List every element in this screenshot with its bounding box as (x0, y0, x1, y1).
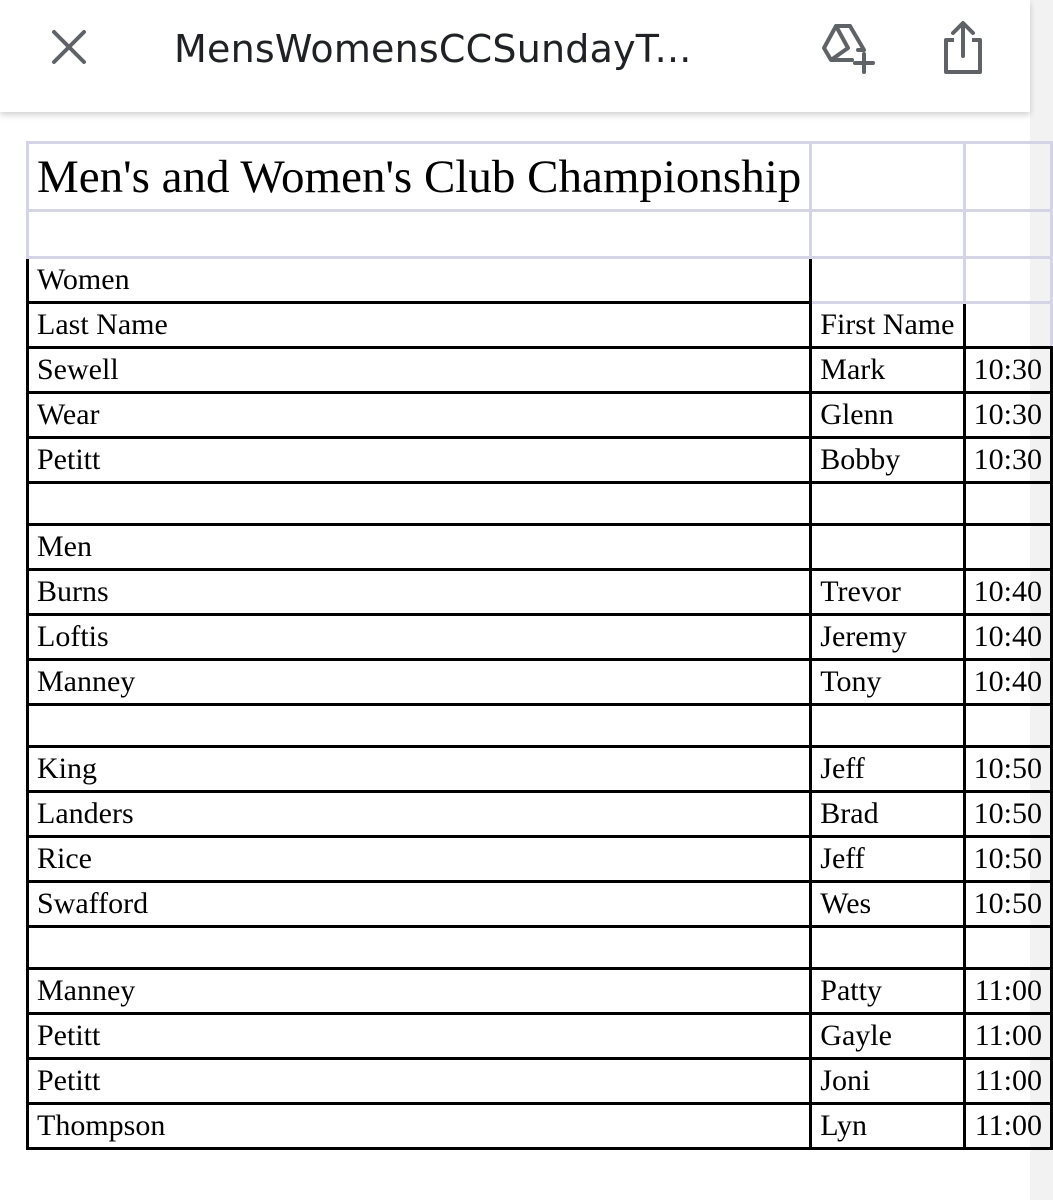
table-row (28, 1104, 1052, 1149)
first-name-cell: Mark (811, 348, 964, 393)
empty-row (28, 483, 1052, 525)
tee-time-cell: 10:30 (964, 438, 1051, 483)
first-name-cell: Joni (811, 1059, 964, 1104)
last-name-cell: Petitt (28, 438, 811, 483)
tee-time-cell: 10:40 (964, 570, 1051, 615)
table-row (28, 570, 1052, 615)
last-name-cell: Petitt (28, 1059, 811, 1104)
table-row (28, 660, 1052, 705)
cell (811, 143, 964, 211)
table-row (28, 348, 1052, 393)
tee-time-cell: 10:30 (964, 348, 1051, 393)
table-row (28, 969, 1052, 1014)
last-name-cell: Swafford (28, 882, 811, 927)
tee-time-cell: 10:50 (964, 882, 1051, 927)
first-name-cell: Gayle (811, 1014, 964, 1059)
first-name-cell: Jeff (811, 747, 964, 792)
cell (964, 258, 1051, 303)
cell (28, 927, 811, 969)
first-name-cell: Trevor (811, 570, 964, 615)
cell (811, 211, 964, 258)
tee-time-cell: 11:00 (964, 1014, 1051, 1059)
tee-time-cell: 10:40 (964, 615, 1051, 660)
cell (964, 705, 1051, 747)
cell (964, 927, 1051, 969)
table-row (28, 438, 1052, 483)
header-row (28, 303, 1052, 348)
last-name-cell: Petitt (28, 1014, 811, 1059)
tee-time-cell: 10:50 (964, 747, 1051, 792)
section-label-men: Men (28, 525, 811, 570)
first-name-cell: Jeff (811, 837, 964, 882)
last-name-cell: King (28, 747, 811, 792)
table-row (28, 792, 1052, 837)
cell (964, 483, 1051, 525)
first-name-cell: Glenn (811, 393, 964, 438)
tee-time-cell: 10:50 (964, 837, 1051, 882)
last-name-cell: Loftis (28, 615, 811, 660)
close-icon (44, 22, 94, 72)
first-name-cell: Wes (811, 882, 964, 927)
blank-row (28, 211, 1052, 258)
table-row (28, 1059, 1052, 1104)
first-name-cell: Lyn (811, 1104, 964, 1149)
tee-time-cell: 10:30 (964, 393, 1051, 438)
last-name-cell: Wear (28, 393, 811, 438)
empty-row (28, 705, 1052, 747)
last-name-cell: Burns (28, 570, 811, 615)
cell (811, 258, 964, 303)
tee-time-cell: 10:50 (964, 792, 1051, 837)
header-first-name: First Name (811, 303, 964, 348)
tee-time-cell: 10:40 (964, 660, 1051, 705)
tee-time-cell: 11:00 (964, 1059, 1051, 1104)
header-last-name: Last Name (28, 303, 811, 348)
share-button[interactable] (938, 18, 988, 78)
document-title: MensWomensCCSundayT... (174, 27, 692, 71)
cell (964, 143, 1051, 211)
table-row (28, 1014, 1052, 1059)
tee-time-cell: 11:00 (964, 969, 1051, 1014)
cell (811, 483, 964, 525)
last-name-cell: Sewell (28, 348, 811, 393)
cell (964, 211, 1051, 258)
table-row (28, 882, 1052, 927)
cell (28, 705, 811, 747)
last-name-cell: Landers (28, 792, 811, 837)
cell (964, 525, 1051, 570)
cell (811, 705, 964, 747)
table-row (28, 615, 1052, 660)
last-name-cell: Manney (28, 660, 811, 705)
add-to-drive-icon (818, 20, 878, 76)
cell (28, 211, 811, 258)
cell (28, 483, 811, 525)
share-icon (938, 18, 988, 78)
cell (811, 525, 964, 570)
sheet-title: Men's and Women's Club Championship (28, 143, 811, 211)
spreadsheet-table (26, 141, 1053, 1150)
table-row (28, 393, 1052, 438)
app-bar (0, 0, 1030, 112)
section-label-women: Women (28, 258, 811, 303)
first-name-cell: Brad (811, 792, 964, 837)
first-name-cell: Tony (811, 660, 964, 705)
tee-time-cell: 11:00 (964, 1104, 1051, 1149)
first-name-cell: Bobby (811, 438, 964, 483)
first-name-cell: Patty (811, 969, 964, 1014)
last-name-cell: Rice (28, 837, 811, 882)
add-to-drive-button[interactable] (818, 20, 878, 76)
last-name-cell: Thompson (28, 1104, 811, 1149)
first-name-cell: Jeremy (811, 615, 964, 660)
close-button[interactable] (44, 22, 94, 72)
table-row (28, 747, 1052, 792)
last-name-cell: Manney (28, 969, 811, 1014)
empty-row (28, 927, 1052, 969)
cell (811, 927, 964, 969)
women-section-row (28, 258, 1052, 303)
cell (964, 303, 1051, 348)
men-section-row (28, 525, 1052, 570)
title-row (28, 143, 1052, 211)
table-row (28, 837, 1052, 882)
